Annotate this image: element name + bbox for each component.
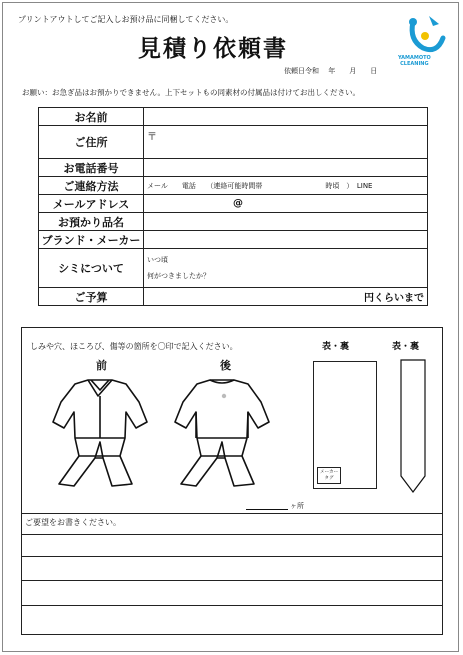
maker-tag-box bbox=[317, 467, 341, 484]
stain-what: 何がつきましたか？ bbox=[147, 272, 210, 280]
name-label: お名前 bbox=[39, 108, 144, 126]
budget-field[interactable]: 円くらいまで bbox=[144, 288, 428, 306]
contact-label: ご連絡方法 bbox=[39, 177, 144, 195]
garment-front-drawing[interactable] bbox=[48, 372, 158, 492]
brand-field[interactable] bbox=[144, 231, 428, 249]
name-row bbox=[39, 108, 428, 126]
garment-diagram-section bbox=[21, 327, 443, 514]
tag-label-2: 表・裏 bbox=[392, 342, 420, 352]
postal-mark: 〒 bbox=[147, 132, 157, 143]
email-field[interactable] bbox=[144, 195, 428, 213]
request-label: ご要望をお書きください。 bbox=[25, 518, 121, 527]
diagram-instruction: しみや穴、ほころび、傷等の箇所を〇印で記入ください。 bbox=[30, 342, 238, 351]
request-section[interactable] bbox=[21, 514, 443, 635]
brand-row bbox=[39, 231, 428, 249]
request-date: 依頼日令和 年 月 日 bbox=[284, 67, 378, 75]
count-underline[interactable] bbox=[246, 509, 288, 510]
phone-row bbox=[39, 159, 428, 177]
front-label: 前 bbox=[96, 359, 107, 372]
brand-label: ブランド・メーカー bbox=[39, 231, 144, 249]
contact-options[interactable]: メール 電話 （連絡可能時間帯 時頃 ） LINE bbox=[144, 177, 428, 195]
logo-text-line-2: CLEANING bbox=[400, 61, 429, 67]
ribbon-tag-drawing[interactable] bbox=[399, 358, 429, 498]
budget-label: ご予算 bbox=[39, 288, 144, 306]
stain-label: シミについて bbox=[39, 249, 144, 288]
request-notice: お願い：お急ぎ品はお預かりできません。上下セットもの同素材の付属品は付けてお出しください。 bbox=[22, 88, 360, 97]
logo-text-line-1: YAMAMOTO bbox=[398, 55, 431, 61]
maker-tag-line-2: タグ bbox=[324, 476, 334, 481]
name-field[interactable] bbox=[144, 108, 428, 126]
item-label: お預かり品名 bbox=[39, 213, 144, 231]
phone-field[interactable] bbox=[144, 159, 428, 177]
address-label: ご住所 bbox=[39, 126, 144, 159]
contact-row bbox=[39, 177, 428, 195]
email-at-mark: @ bbox=[233, 198, 243, 209]
item-row bbox=[39, 213, 428, 231]
address-row bbox=[39, 126, 428, 159]
garment-back-drawing[interactable] bbox=[170, 372, 280, 492]
print-notice: プリントアウトしてご記入しお預け品に同梱してください。 bbox=[18, 15, 234, 24]
item-field[interactable] bbox=[144, 213, 428, 231]
stain-field[interactable] bbox=[144, 249, 428, 288]
stain-row bbox=[39, 249, 428, 288]
logo-text bbox=[398, 55, 431, 67]
tag-label-1: 表・裏 bbox=[322, 342, 350, 352]
count-suffix: ヶ所 bbox=[290, 502, 304, 510]
request-line bbox=[22, 556, 442, 557]
request-line bbox=[22, 534, 442, 535]
address-field[interactable] bbox=[144, 126, 428, 159]
email-label: メールアドレス bbox=[39, 195, 144, 213]
page-title: 見積り依頼書 bbox=[138, 36, 288, 62]
email-row bbox=[39, 195, 428, 213]
customer-form bbox=[38, 107, 428, 306]
request-line bbox=[22, 605, 442, 606]
stain-when: いつ頃 bbox=[147, 256, 168, 264]
maker-tag-line-1: メーカー bbox=[319, 470, 339, 475]
phone-label: お電話番号 bbox=[39, 159, 144, 177]
back-label: 後 bbox=[220, 359, 231, 372]
budget-row bbox=[39, 288, 428, 306]
request-line bbox=[22, 580, 442, 581]
